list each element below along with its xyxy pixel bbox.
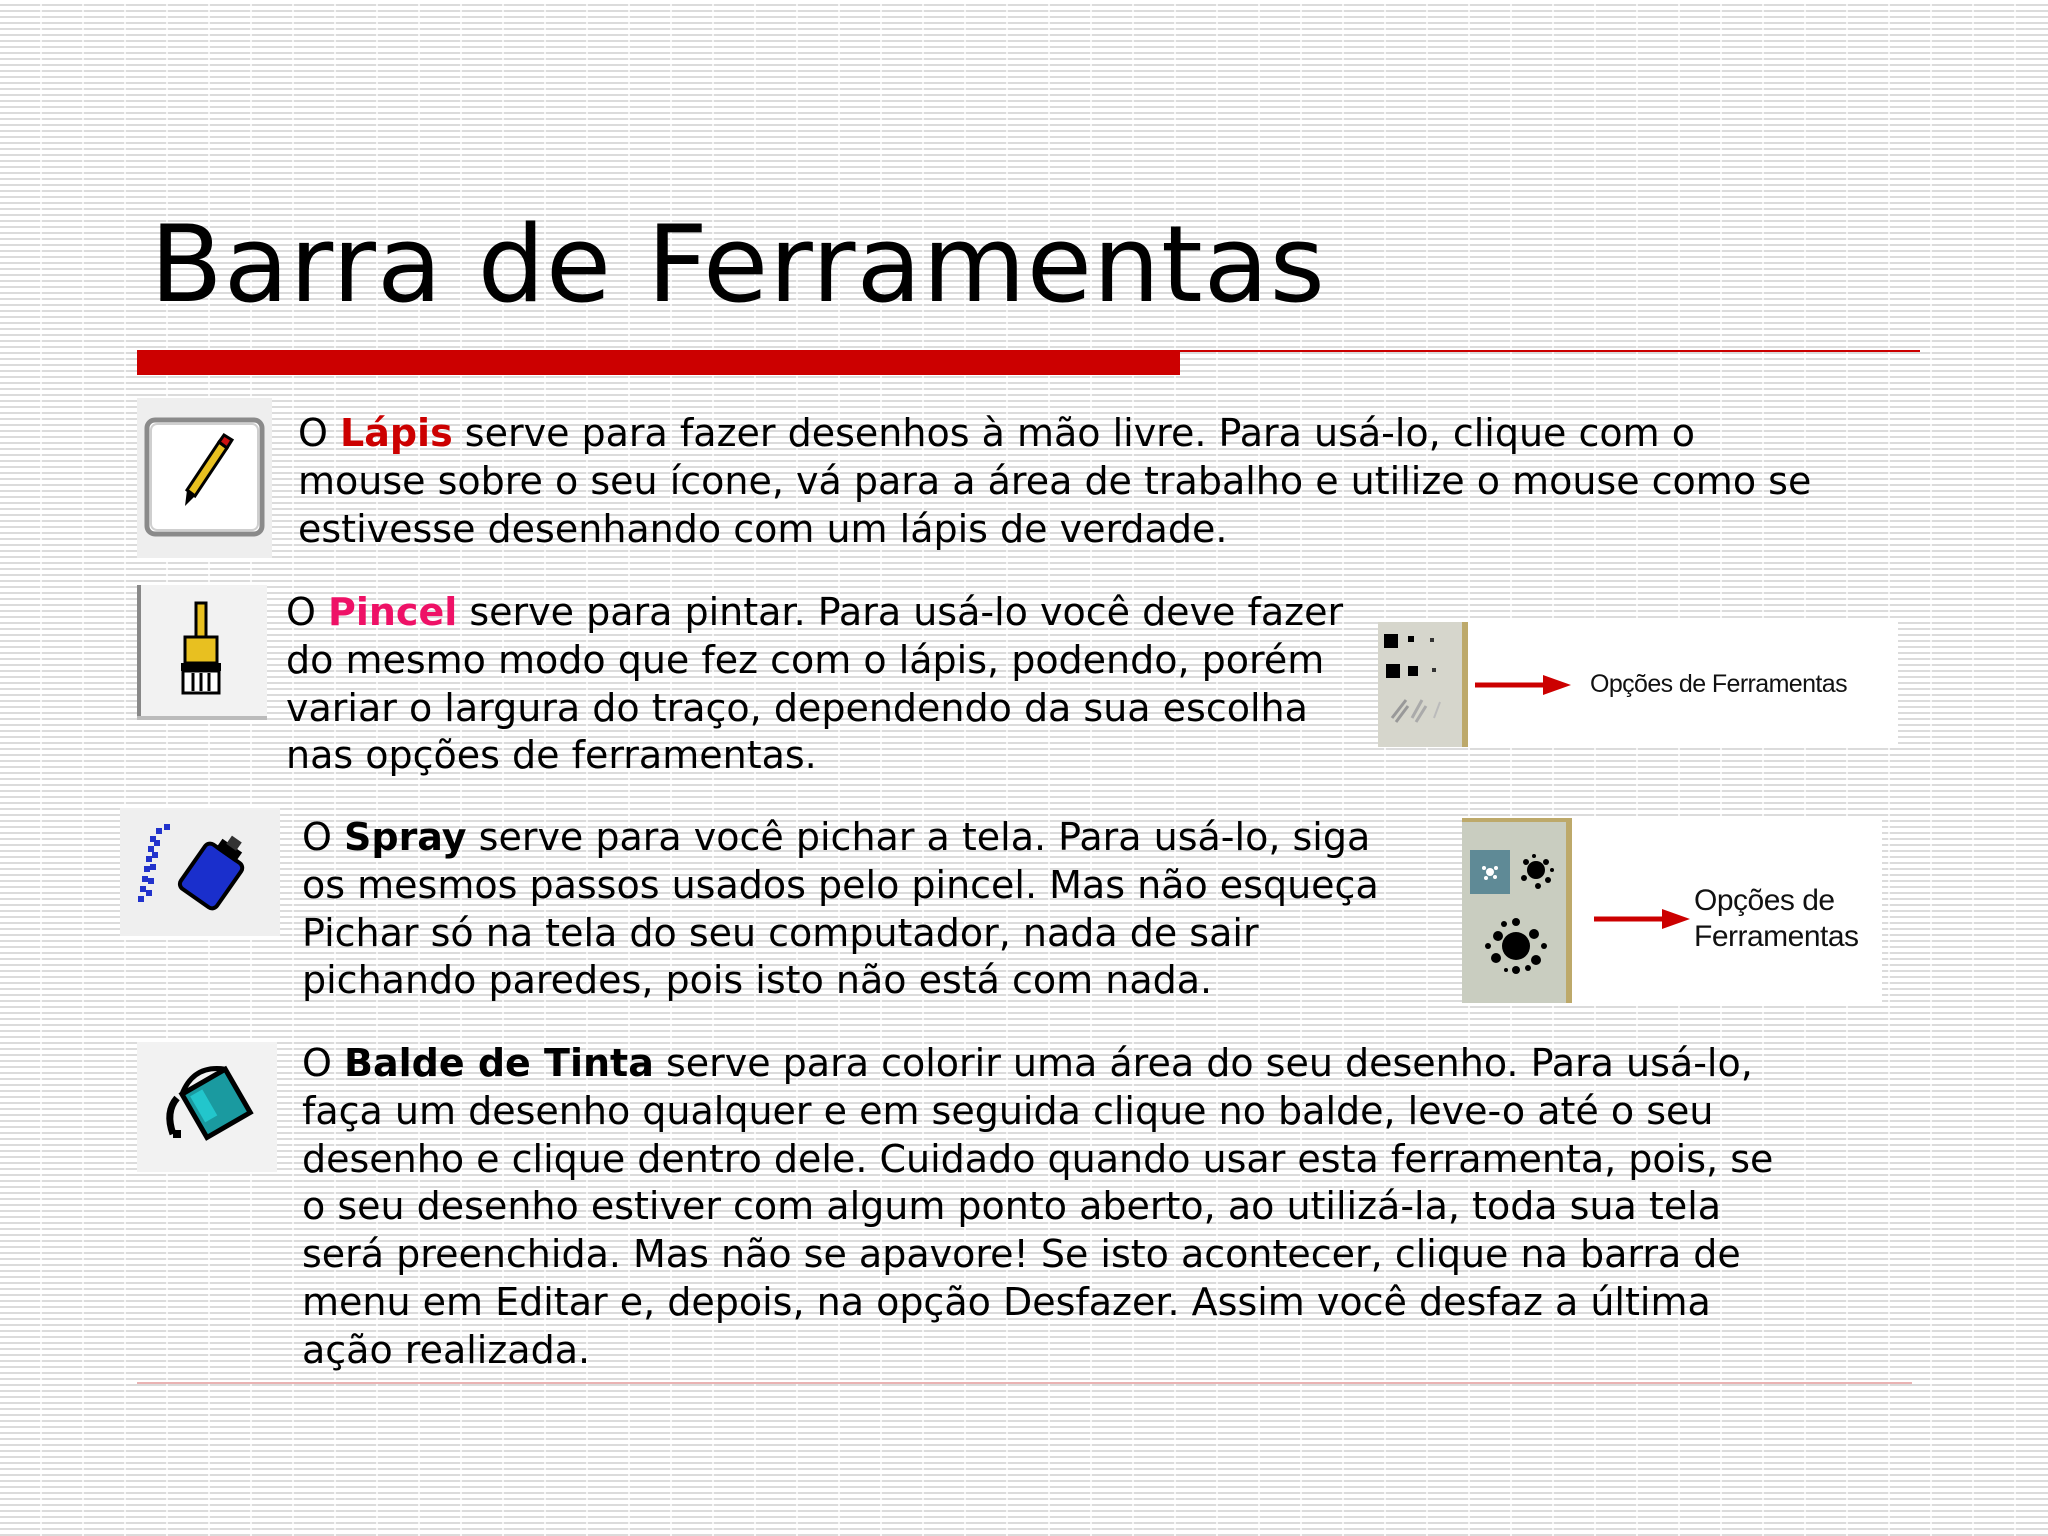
paint-bucket-icon bbox=[137, 1042, 277, 1172]
pencil-tool-button[interactable] bbox=[137, 398, 272, 558]
spray-size-options-icon[interactable] bbox=[1462, 818, 1572, 1003]
lapis-description: O Lápis serve para fazer desenhos à mão livre. Para usá-lo, clique com o mouse sobre o seu ícone, vá para a área de trabalho e utilize o mouse como se estivesse desenhando com um lápis de verdade. bbox=[298, 411, 1812, 551]
keyword-balde-de-tinta: Balde de Tinta bbox=[344, 1041, 654, 1085]
title-underline-bar bbox=[137, 350, 1180, 375]
pincel-description: O Pincel serve para pintar. Para usá-lo você deve fazer do mesmo modo que fez com o lápis, podendo, porém variar o largura do traço, dependendo da sua escolha nas opções de ferramentas. bbox=[286, 590, 1344, 778]
spray-options-label-line1: Opções de bbox=[1694, 884, 1835, 917]
keyword-spray: Spray bbox=[344, 815, 467, 859]
balde-description: O Balde de Tinta serve para colorir uma área do seu desenho. Para usá-lo, faça um desenho qualquer e em seguida clique no balde, leve-o até o seu desenho e clique dentro dele. Cuidado quando usar esta ferramenta, pois, se o seu desenho estiver com algum ponto aberto, ao utilizá-la, toda sua tela será preenchida. Mas não se apavore! Se isto acontecer, clique na barra de menu em Editar e, depois, na opção Desfazer. Assim você desfaz a última ação realizada. bbox=[302, 1041, 1774, 1372]
brush-icon bbox=[137, 585, 267, 720]
spray-tool-button[interactable] bbox=[120, 808, 280, 936]
brush-tool-button[interactable] bbox=[137, 585, 267, 720]
spray-options-panel bbox=[1462, 818, 1882, 1003]
pencil-icon bbox=[137, 398, 272, 558]
brush-options-label: Opções de Ferramentas bbox=[1590, 670, 1847, 698]
keyword-pincel: Pincel bbox=[328, 590, 458, 634]
brush-size-options-icon[interactable] bbox=[1378, 622, 1468, 747]
arrow-right-icon bbox=[1592, 904, 1692, 934]
footer-divider bbox=[137, 1382, 1912, 1384]
arrow-right-icon bbox=[1473, 670, 1573, 700]
spray-description: O Spray serve para você pichar a tela. Para usá-lo, siga os mesmos passos usados pelo pincel. Mas não esqueça Pichar só na tela do seu computador, nada de sair pichando paredes, pois isto não está com nada. bbox=[302, 815, 1379, 1003]
slide-title: Barra de Ferramentas bbox=[150, 203, 1326, 326]
spray-options-label-line2: Ferramentas bbox=[1694, 920, 1859, 953]
title-underline-thin bbox=[1180, 350, 1920, 352]
keyword-lapis: Lápis bbox=[340, 411, 453, 455]
brush-options-panel bbox=[1378, 622, 1898, 747]
paint-bucket-tool-button[interactable] bbox=[137, 1042, 277, 1172]
spray-icon bbox=[120, 808, 280, 936]
